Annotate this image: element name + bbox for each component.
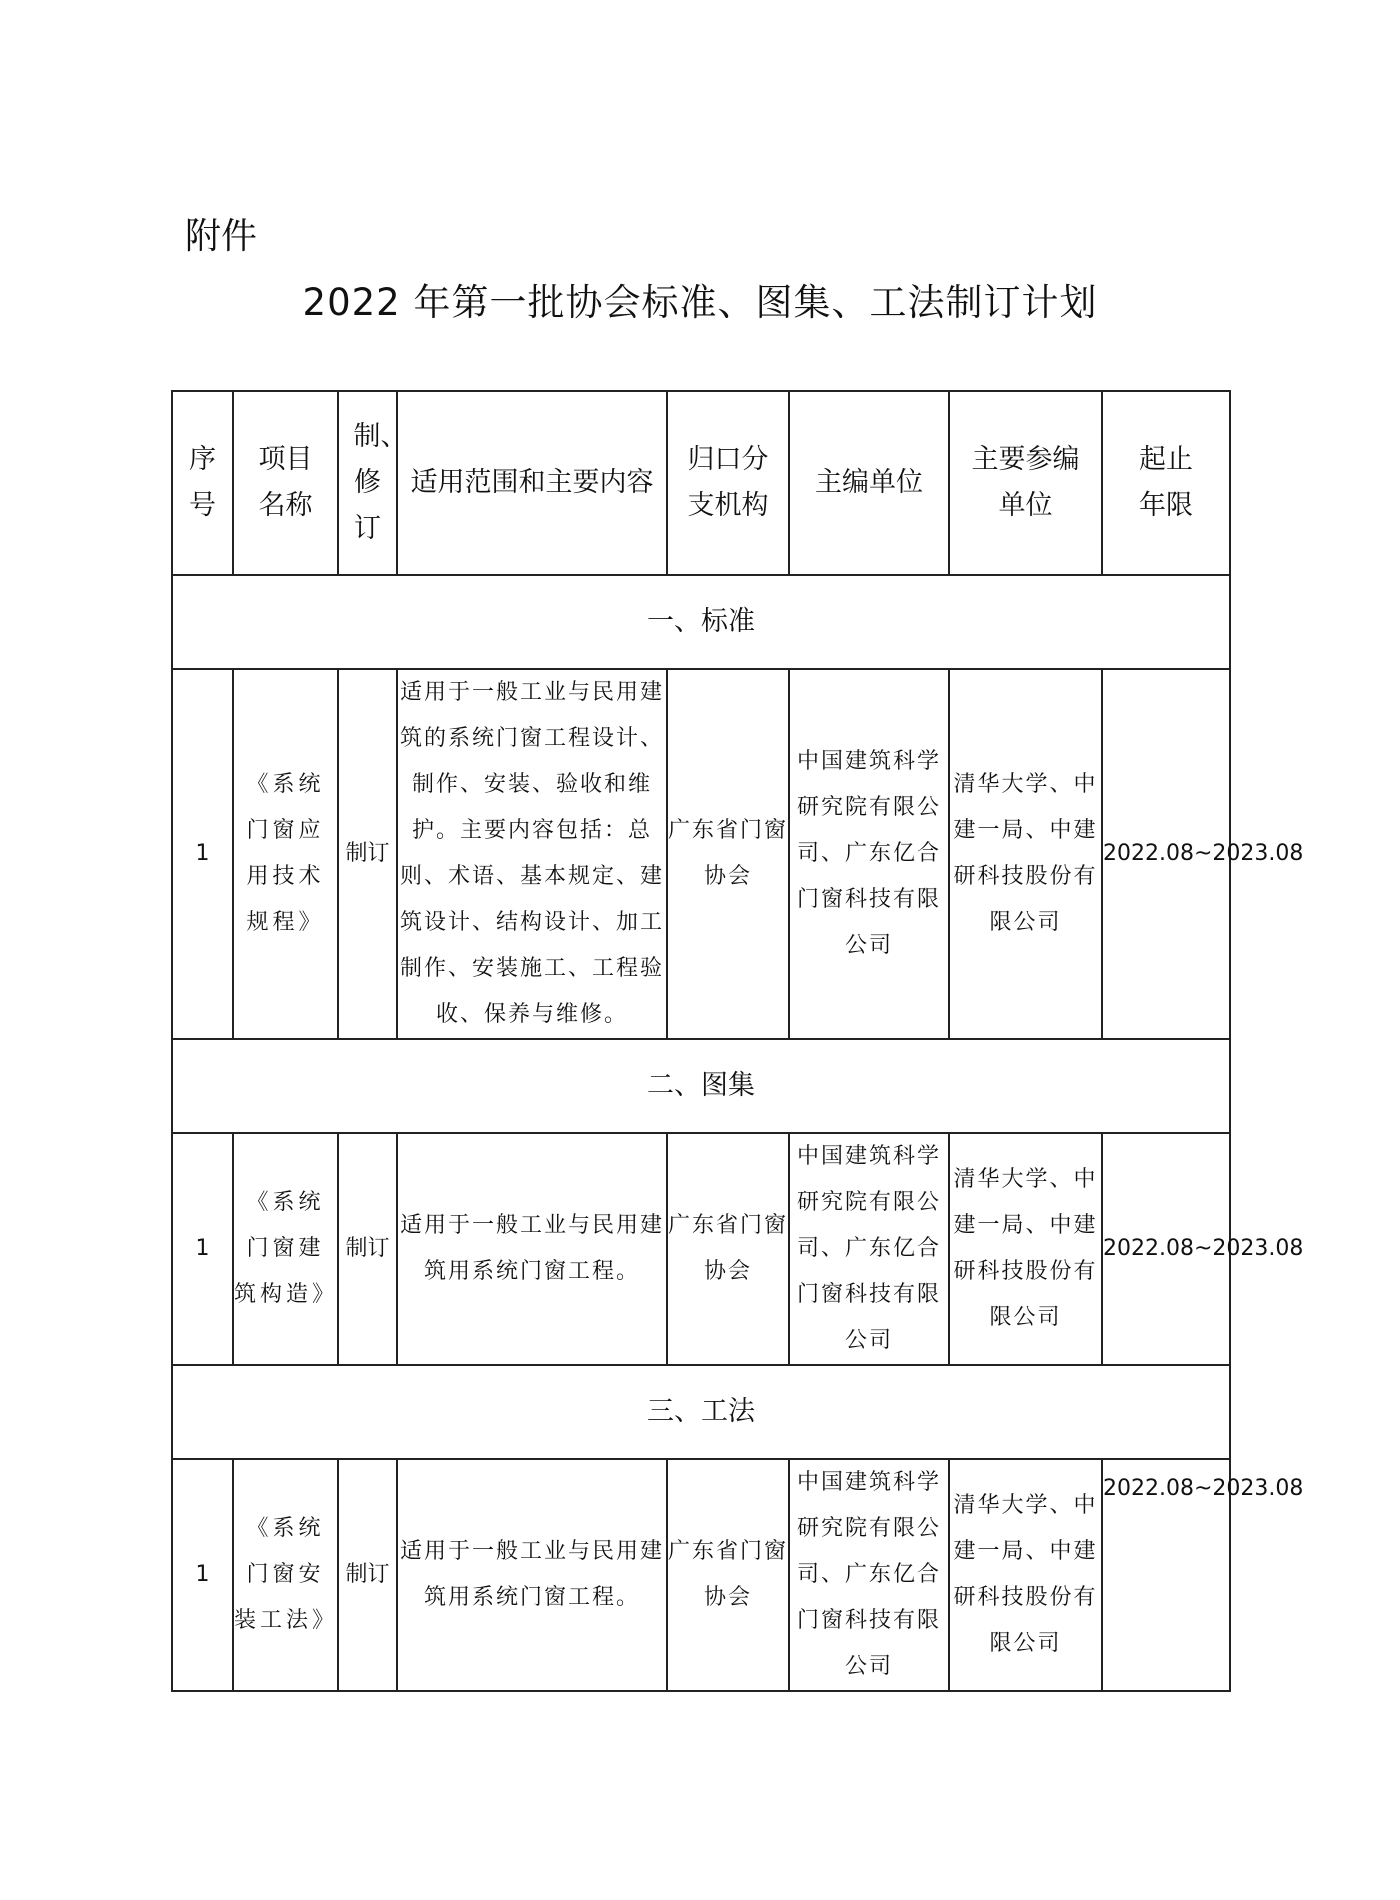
cell-seq: 1 [172,1133,233,1365]
cell-participants: 清华大学、中建一局、中建研科技股份有限公司 [949,1133,1102,1365]
section-heading: 二、图集 [172,1039,1230,1133]
cell-participants: 清华大学、中建一局、中建研科技股份有限公司 [949,669,1102,1039]
section-row-standards [172,575,1230,669]
header-name: 项目名称 [233,391,338,575]
header-seq: 序号 [172,391,233,575]
plan-table [171,390,1304,1692]
header-branch: 归口分支机构 [667,391,789,575]
cell-branch: 广东省门窗协会 [667,1133,789,1365]
cell-period: 2022.08~2023.08 [1102,669,1230,1039]
cell-seq: 1 [172,1459,233,1691]
cell-type: 制订 [338,669,397,1039]
cell-branch: 广东省门窗协会 [667,669,789,1039]
cell-scope: 适用于一般工业与民用建筑用系统门窗工程。 [397,1459,667,1691]
cell-type: 制订 [338,1133,397,1365]
section-row-methods [172,1365,1230,1459]
table-row [172,1459,1230,1691]
header-type: 制、修订 [338,391,397,575]
cell-scope: 适用于一般工业与民用建筑用系统门窗工程。 [397,1133,667,1365]
cell-name: 《系统门窗应用技术规程》 [233,669,338,1039]
header-row [172,391,1230,575]
cell-chief: 中国建筑科学研究院有限公司、广东亿合门窗科技有限公司 [789,1133,949,1365]
cell-seq: 1 [172,669,233,1039]
cell-period: 2022.08~2023.08 [1102,1133,1230,1365]
cell-branch: 广东省门窗协会 [667,1459,789,1691]
section-heading: 一、标准 [172,575,1230,669]
section-row-atlas [172,1039,1230,1133]
table-row [172,669,1230,1039]
header-chief: 主编单位 [789,391,949,575]
cell-chief: 中国建筑科学研究院有限公司、广东亿合门窗科技有限公司 [789,669,949,1039]
cell-chief: 中国建筑科学研究院有限公司、广东亿合门窗科技有限公司 [789,1459,949,1691]
header-scope: 适用范围和主要内容 [397,391,667,575]
attachment-label: 附件 [185,216,258,257]
cell-scope: 适用于一般工业与民用建筑的系统门窗工程设计、制作、安装、验收和维护。主要内容包括：总则、术语、基本规定、建筑设计、结构设计、加工制作、安装施工、工程验收、保养与维修。 [397,669,667,1039]
table-row [172,1133,1230,1365]
section-heading: 三、工法 [172,1365,1230,1459]
cell-type: 制订 [338,1459,397,1691]
page-title: 2022 年第一批协会标准、图集、工法制订计划 [302,281,1098,324]
header-participants: 主要参编单位 [949,391,1102,575]
cell-name: 《系统门窗安装工法》 [233,1459,338,1691]
cell-participants: 清华大学、中建一局、中建研科技股份有限公司 [949,1459,1102,1691]
cell-period: 2022.08~2023.08 [1102,1459,1230,1691]
cell-name: 《系统门窗建筑构造》 [233,1133,338,1365]
header-period: 起止年限 [1102,391,1230,575]
